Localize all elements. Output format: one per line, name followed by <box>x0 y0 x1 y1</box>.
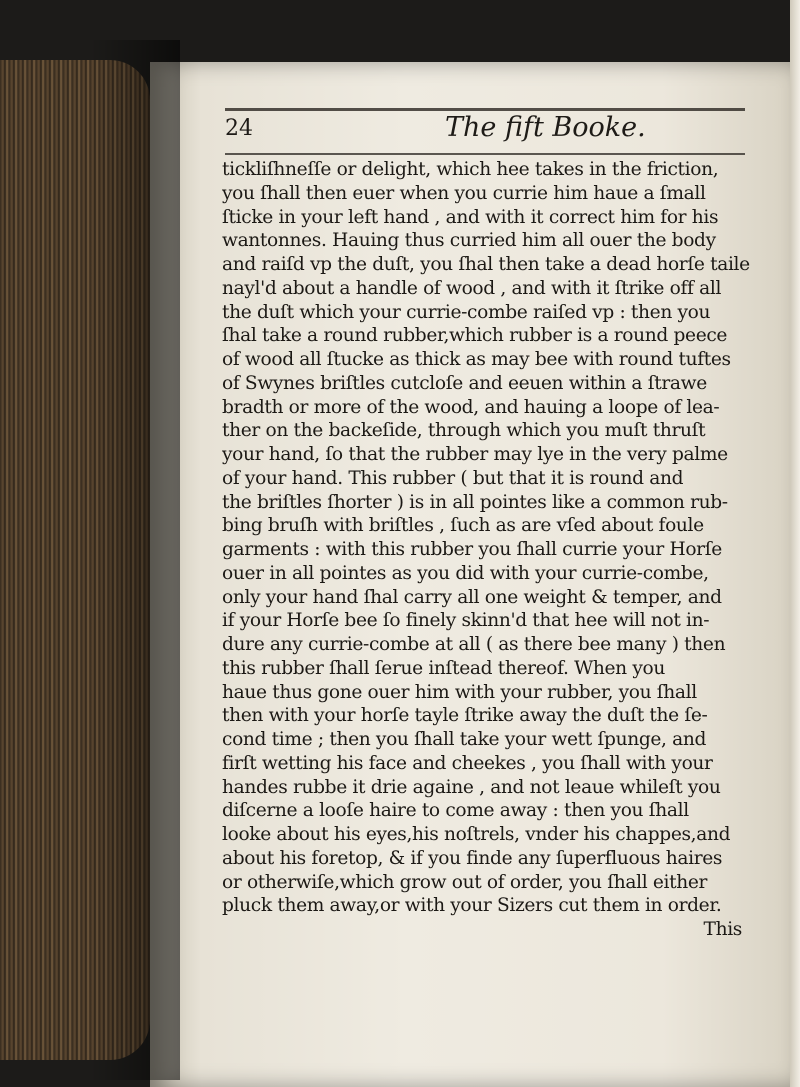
text-line: cond time ; then you ſhall take your wett ſpunge, and <box>222 729 707 750</box>
gutter-shadow <box>90 40 180 1080</box>
header-bottom-rule <box>225 153 745 155</box>
text-line: garments : with this rubber you ſhall currie your Horſe <box>222 539 722 560</box>
text-line: of your hand. This rubber ( but that it is round and <box>222 467 684 489</box>
text-line: ouer in all pointes as you did with your currie-combe, <box>222 562 709 584</box>
text-line: you ſhall then euer when you currie him haue a ſmall <box>222 182 706 204</box>
page-right-edge <box>790 0 800 1087</box>
text-line: diſcerne a looſe haire to come away : then you ſhall <box>222 800 689 822</box>
page-number: 24 <box>225 116 253 141</box>
text-line: then with your horſe tayle ſtrike away the duſt the ſe- <box>222 705 708 727</box>
text-line: pluck them away,or with your Sizers cut them in order. <box>222 895 722 917</box>
text-line: ſticke in your left hand , and with it correct him for his <box>222 206 719 228</box>
text-line: nayl'd about a handle of wood , and with it ſtrike off all <box>222 277 722 299</box>
running-head: The fift Booke. <box>445 112 646 143</box>
header-top-rule <box>225 108 745 111</box>
text-line: or otherwiſe,which grow out of order, you ſhall either <box>222 871 708 893</box>
text-line: the duſt which your currie-combe raiſed vp : then you <box>222 301 711 323</box>
text-line: of Swynes briſtles cutcloſe and eeuen within a ſtrawe <box>222 372 707 394</box>
catchword: This <box>703 919 742 940</box>
text-line: this rubber ſhall ſerue inſtead thereof. When you <box>222 657 665 679</box>
text-line: your hand, ſo that the rubber may lye in the very palme <box>222 444 728 465</box>
body-text <box>222 158 762 942</box>
text-line: bing bruſh with briſtles , ſuch as are vſed about foule <box>222 515 704 537</box>
text-line: about his foretop, & if you finde any ſuperfluous haires <box>222 847 723 869</box>
text-line: handes rubbe it drie againe , and not leaue whileſt you <box>222 776 721 798</box>
text-line: the briſtles ſhorter ) is in all pointes like a common rub- <box>222 491 728 513</box>
text-line: firſt wetting his face and cheekes , you ſhall with your <box>222 752 713 774</box>
page-header <box>225 112 755 152</box>
text-line: haue thus gone ouer him with your rubber, you ſhall <box>222 681 697 703</box>
text-line: of wood all ſtucke as thick as may bee with round tuftes <box>222 349 731 370</box>
text-line: ther on the backeſide, through which you muſt thruſt <box>222 420 706 442</box>
text-line: tickliſhneſſe or delight, which hee takes in the friction, <box>222 159 719 180</box>
text-line: wantonnes. Hauing thus curried him all ouer the body <box>222 230 716 252</box>
text-line: and raiſd vp the duſt, you ſhal then take a dead horſe taile <box>222 254 750 275</box>
text-line: looke about his eyes,his noſtrels, vnder his chappes,and <box>222 824 731 845</box>
text-line: dure any currie-combe at all ( as there bee many ) then <box>222 634 726 655</box>
text-line: bradth or more of the wood, and hauing a loope of lea- <box>222 396 720 418</box>
text-line: if your Horſe bee ſo finely skinn'd that hee will not in- <box>222 610 710 632</box>
text-line: ſhal take a round rubber,which rubber is a round peece <box>222 325 728 347</box>
text-line: only your hand ſhal carry all one weight & temper, and <box>222 586 722 608</box>
